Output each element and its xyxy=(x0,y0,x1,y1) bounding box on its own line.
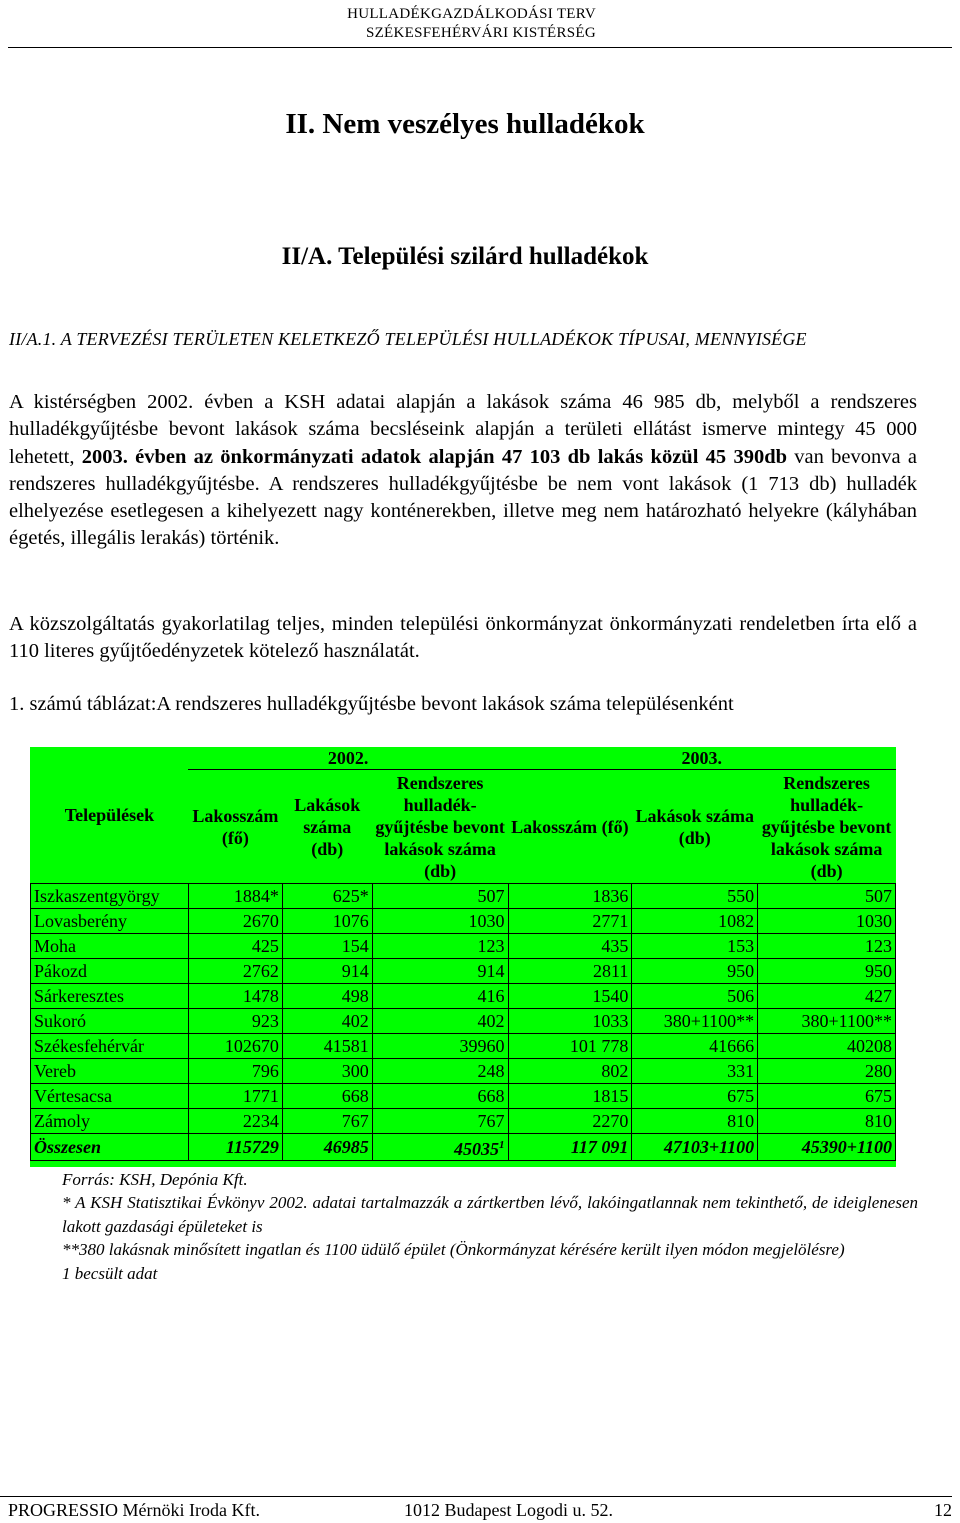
settlement-name: Sárkeresztes xyxy=(31,984,189,1009)
cell-c5: 675 xyxy=(632,1084,758,1109)
note-double-asterisk: **380 lakásnak minősített ingatlan és 1100 üdülő épület (Önkormányzat kérésére került ilyen módon megjelölésre) xyxy=(62,1240,845,1260)
cell-c5: 41666 xyxy=(632,1034,758,1059)
settlement-name: Vértesacsa xyxy=(31,1084,189,1109)
cell-c3: 1030 xyxy=(372,909,508,934)
cell-c2: 767 xyxy=(282,1109,372,1134)
cell-c1: 2670 xyxy=(188,909,282,934)
cell-c1: 796 xyxy=(188,1059,282,1084)
cell-c5: 380+1100** xyxy=(632,1009,758,1034)
total-c1: 115729 xyxy=(188,1134,282,1161)
cell-c4: 2270 xyxy=(508,1109,632,1134)
cell-c2: 625* xyxy=(282,884,372,909)
header-line2: SZÉKESFEHÉRVÁRI KISTÉRSÉG xyxy=(365,25,596,41)
cell-c6: 950 xyxy=(758,959,896,984)
cell-c6: 123 xyxy=(758,934,896,959)
data-table xyxy=(30,747,896,1161)
cell-c4: 101 778 xyxy=(508,1034,632,1059)
cell-c1: 1771 xyxy=(188,1084,282,1109)
settlement-name: Moha xyxy=(31,934,189,959)
cell-c1: 923 xyxy=(188,1009,282,1034)
total-c4: 117 091 xyxy=(508,1134,632,1161)
table-row xyxy=(31,1059,896,1084)
header-settlements: Települések xyxy=(64,805,155,825)
cell-c3: 668 xyxy=(372,1084,508,1109)
cell-c4: 1540 xyxy=(508,984,632,1009)
cell-c5: 1082 xyxy=(632,909,758,934)
footer-address: 1012 Budapest Logodi u. 52. xyxy=(404,1500,613,1520)
table-row xyxy=(31,1109,896,1134)
cell-c1: 1478 xyxy=(188,984,282,1009)
cell-c2: 914 xyxy=(282,959,372,984)
paragraph-2: A közszolgáltatás gyakorlatilag teljes, minden települési önkormányzat önkormányzati rendeletben írta elő a 110 literes gyűjtőedényzetek kötelező használatát. xyxy=(9,613,917,663)
total-c5: 47103+1100 xyxy=(632,1134,758,1161)
settlement-name: Zámoly xyxy=(31,1109,189,1134)
cell-c1: 2234 xyxy=(188,1109,282,1134)
table-row xyxy=(31,934,896,959)
cell-c3: 914 xyxy=(372,959,508,984)
table-row xyxy=(31,1009,896,1034)
cell-c1: 2762 xyxy=(188,959,282,984)
table-row-total xyxy=(31,1134,896,1161)
table-row xyxy=(31,884,896,909)
cell-c2: 1076 xyxy=(282,909,372,934)
cell-c3: 767 xyxy=(372,1109,508,1134)
cell-c2: 668 xyxy=(282,1084,372,1109)
paragraph-1-text-a: A kistérségben 2002. évben a KSH adatai alapján a lakások száma 46 985 db, melyből a rendszeres hulladékgyűjtésbe bevont lakások száma becsléseink alapján a területi ellátást ismerve mintegy 45 000 lehetett, xyxy=(9,391,917,468)
header-flats-2003: Lakások száma (db) xyxy=(635,805,755,848)
paragraph-1 xyxy=(9,389,917,553)
note-estimate: 1 becsült adat xyxy=(62,1263,158,1283)
cell-c4: 2811 xyxy=(508,959,632,984)
cell-c4: 1836 xyxy=(508,884,632,909)
subchapter-title: II/A. Települési szilárd hulladékok xyxy=(281,243,649,270)
cell-c6: 675 xyxy=(758,1084,896,1109)
cell-c4: 435 xyxy=(508,934,632,959)
settlement-name: Székesfehérvár xyxy=(31,1034,189,1059)
table-row xyxy=(31,909,896,934)
cell-c3: 123 xyxy=(372,934,508,959)
note-source: Forrás: KSH, Depónia Kft. xyxy=(62,1170,248,1189)
settlement-name: Iszkaszentgyörgy xyxy=(31,884,189,909)
cell-c5: 810 xyxy=(632,1109,758,1134)
header-flats-2002: Lakások száma (db) xyxy=(294,794,361,859)
table-row xyxy=(31,959,896,984)
total-label: Összesen xyxy=(31,1134,189,1161)
header-collected-2003: Rendszeres hulladék-gyűjtésbe bevont lakások száma (db) xyxy=(761,772,892,881)
table-row xyxy=(31,1034,896,1059)
cell-c2: 498 xyxy=(282,984,372,1009)
table-row xyxy=(31,1084,896,1109)
cell-c6: 280 xyxy=(758,1059,896,1084)
cell-c3: 507 xyxy=(372,884,508,909)
cell-c2: 402 xyxy=(282,1009,372,1034)
cell-c1: 102670 xyxy=(188,1034,282,1059)
paragraph-1-text-b: van bevonva a rendszeres hulladékgyűjtésbe. A rendszeres hulladékgyűjtésbe be nem vont lakások (1 713 db) hulladék elhelyezése esetlegesen a kihelyezett nagy konténerekben, illetve meg nem határozható helyekre (kályhában égetés, illegális lerakás) történik. xyxy=(9,445,917,550)
table-rows xyxy=(31,884,896,1134)
footer-page-number: 12 xyxy=(934,1500,952,1520)
cell-c2: 154 xyxy=(282,934,372,959)
table-row xyxy=(31,984,896,1009)
settlement-name: Sukoró xyxy=(31,1009,189,1034)
note-asterisk: * A KSH Statisztikai Évkönyv 2002. adatai tartalmazzák a zártkertben lévő, lakóingatlannak nem tekinthető, de ideiglenesen lakott gazdasági épületeket is xyxy=(62,1193,918,1236)
cell-c1: 1884* xyxy=(188,884,282,909)
paragraph-1-bold: 2003. évben az önkormányzati adatok alapján 47 103 db lakás közül 45 390db xyxy=(81,445,788,468)
header-divider xyxy=(8,47,952,48)
total-c3 xyxy=(372,1134,508,1161)
cell-c2: 41581 xyxy=(282,1034,372,1059)
footer-company: PROGRESSIO Mérnöki Iroda Kft. xyxy=(8,1500,260,1520)
cell-c5: 153 xyxy=(632,934,758,959)
cell-c4: 1033 xyxy=(508,1009,632,1034)
header-population-2003: Lakosszám (fő) xyxy=(511,816,629,837)
header-year-2002: 2002. xyxy=(188,747,508,770)
cell-c5: 550 xyxy=(632,884,758,909)
total-c3-sup: 1 xyxy=(499,1139,505,1151)
chapter-title: II. Nem veszélyes hulladékok xyxy=(285,108,645,140)
header-year-2003: 2003. xyxy=(508,747,896,770)
cell-c4: 2771 xyxy=(508,909,632,934)
cell-c3: 402 xyxy=(372,1009,508,1034)
total-c6: 45390+1100 xyxy=(758,1134,896,1161)
table-notes xyxy=(62,1168,918,1285)
cell-c6: 380+1100** xyxy=(758,1009,896,1034)
cell-c6: 427 xyxy=(758,984,896,1009)
cell-c4: 1815 xyxy=(508,1084,632,1109)
cell-c5: 506 xyxy=(632,984,758,1009)
cell-c6: 507 xyxy=(758,884,896,909)
settlement-name: Pákozd xyxy=(31,959,189,984)
footer-divider xyxy=(0,1496,952,1497)
total-c2: 46985 xyxy=(282,1134,372,1161)
header-line1: HULLADÉKGAZDÁLKODÁSI TERV xyxy=(347,6,596,22)
settlement-name: Vereb xyxy=(31,1059,189,1084)
cell-c6: 40208 xyxy=(758,1034,896,1059)
cell-c6: 810 xyxy=(758,1109,896,1134)
header-population-2002: Lakosszám (fő) xyxy=(192,805,279,848)
cell-c3: 39960 xyxy=(372,1034,508,1059)
cell-c5: 331 xyxy=(632,1059,758,1084)
section-heading: II/A.1. A TERVEZÉSI TERÜLETEN KELETKEZŐ TELEPÜLÉSI HULLADÉKOK TÍPUSAI, MENNYISÉGE xyxy=(9,329,807,349)
cell-c4: 802 xyxy=(508,1059,632,1084)
total-c3-value: 45035 xyxy=(454,1139,499,1159)
header-collected-2002: Rendszeres hulladék-gyűjtésbe bevont lakások száma (db) xyxy=(375,772,505,881)
settlement-name: Lovasberény xyxy=(31,909,189,934)
cell-c5: 950 xyxy=(632,959,758,984)
table-caption: 1. számú táblázat:A rendszeres hulladékgyűjtésbe bevont lakások száma településenként xyxy=(9,693,734,715)
cell-c3: 416 xyxy=(372,984,508,1009)
data-table-container xyxy=(30,747,896,1167)
cell-c6: 1030 xyxy=(758,909,896,934)
cell-c1: 425 xyxy=(188,934,282,959)
cell-c3: 248 xyxy=(372,1059,508,1084)
cell-c2: 300 xyxy=(282,1059,372,1084)
